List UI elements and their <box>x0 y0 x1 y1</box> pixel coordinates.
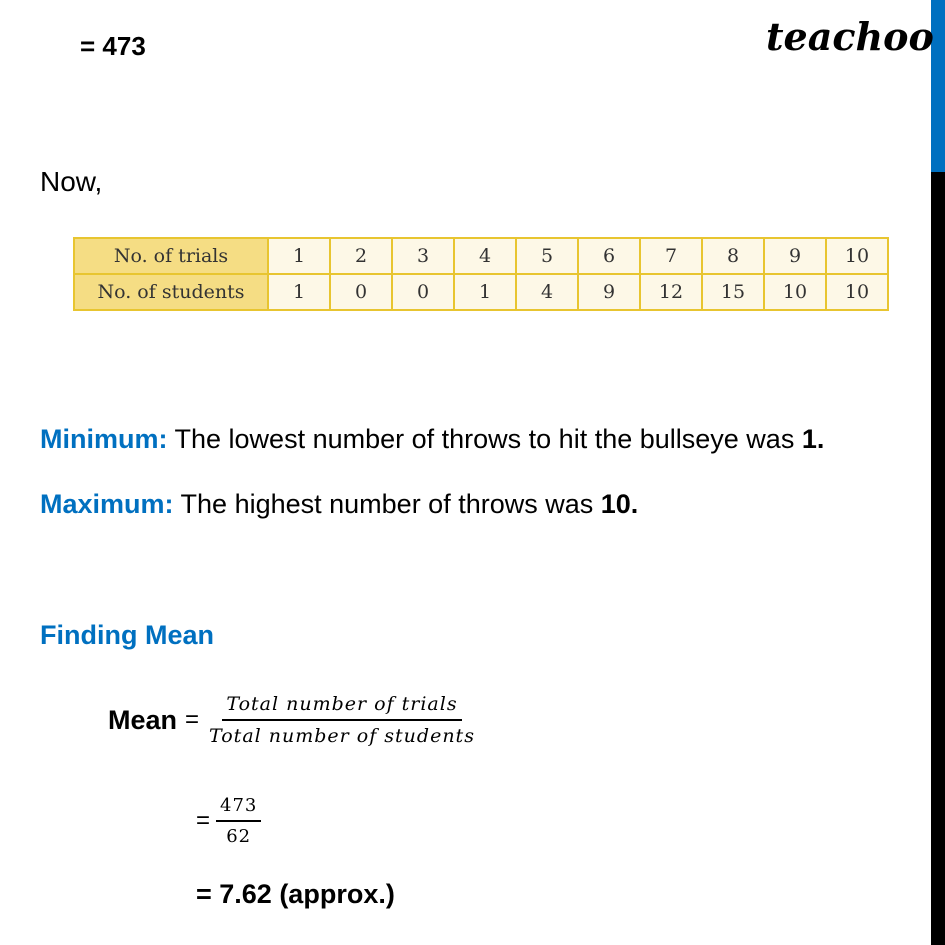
mean-substitution <box>196 795 261 847</box>
intro-text: Now, <box>40 166 103 197</box>
mean-label: Mean <box>108 704 178 735</box>
value-fraction <box>216 795 261 847</box>
mean-result: = 7.62 (approx.) <box>196 879 395 909</box>
table-cell: 5 <box>516 238 578 274</box>
table-cell: 9 <box>764 238 826 274</box>
table-cell: 4 <box>516 274 578 310</box>
table-cell: 10 <box>826 274 888 310</box>
table-cell: 7 <box>640 238 702 274</box>
table-cell: 15 <box>702 274 764 310</box>
section-heading: Finding Mean <box>40 620 214 650</box>
fraction-denominator: 62 <box>226 826 252 847</box>
fraction-denominator: Total number of students <box>209 725 475 747</box>
table-cell: 6 <box>578 238 640 274</box>
side-accent-bar-black <box>931 172 945 945</box>
table-cell: 3 <box>392 238 454 274</box>
table-cell: 9 <box>578 274 640 310</box>
teachoo-logo: teachoo <box>766 14 934 59</box>
table-cell: 10 <box>826 238 888 274</box>
maximum-statement <box>40 489 638 520</box>
table-cell: 0 <box>392 274 454 310</box>
equals-sign: = <box>185 706 200 733</box>
minimum-value: 1. <box>801 424 825 454</box>
minimum-label: Minimum: <box>40 424 168 454</box>
table-cell: 8 <box>702 238 764 274</box>
frequency-table <box>73 237 889 311</box>
table-cell: 0 <box>330 274 392 310</box>
fraction-numerator: 473 <box>216 795 261 822</box>
maximum-value: 10. <box>600 489 639 519</box>
maximum-text: The highest number of throws was <box>173 489 601 519</box>
row-header-trials: No. of trials <box>74 238 268 274</box>
minimum-statement <box>40 424 824 455</box>
fraction-numerator: Total number of trials <box>222 693 461 721</box>
table-cell: 1 <box>268 274 330 310</box>
table-cell: 1 <box>268 238 330 274</box>
minimum-text: The lowest number of throws to hit the bullseye was <box>167 424 802 454</box>
mean-fraction <box>205 693 479 747</box>
row-header-students: No. of students <box>74 274 268 310</box>
table-cell: 10 <box>764 274 826 310</box>
maximum-label: Maximum: <box>40 489 174 519</box>
table-cell: 4 <box>454 238 516 274</box>
table-row-students <box>74 274 888 310</box>
table-cell: 1 <box>454 274 516 310</box>
table-cell: 12 <box>640 274 702 310</box>
equals-sign: = <box>196 807 211 834</box>
table-cell: 2 <box>330 238 392 274</box>
mean-formula <box>108 693 479 747</box>
table-row-trials <box>74 238 888 274</box>
total-trials-result: = 473 <box>80 31 146 61</box>
